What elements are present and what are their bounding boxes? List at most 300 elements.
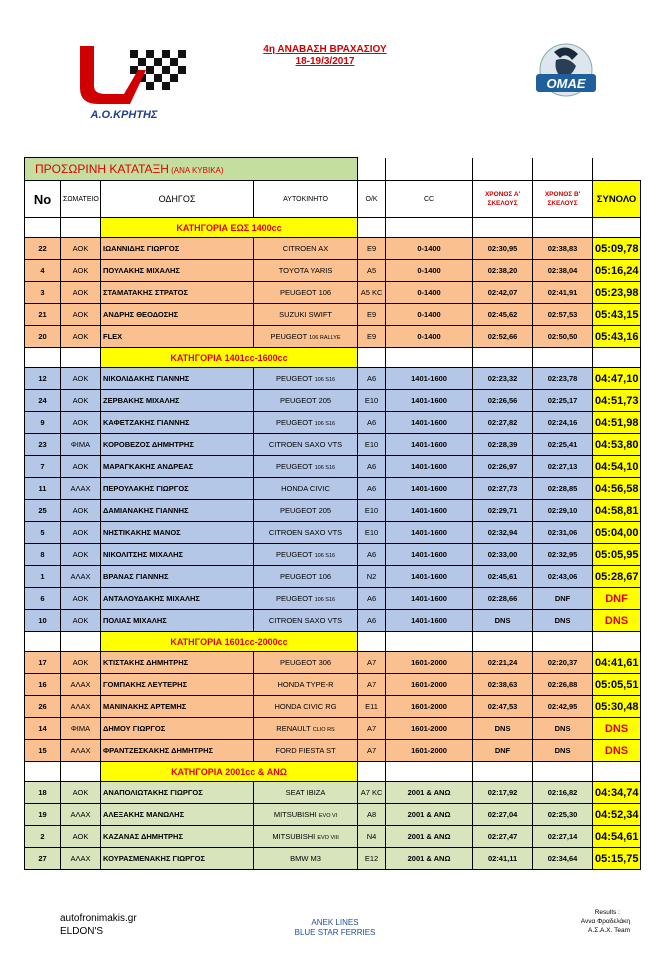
svg-text:ΟΜΑΕ: ΟΜΑΕ <box>546 76 586 91</box>
table-row <box>25 544 641 566</box>
cell-no: 6 <box>25 588 61 610</box>
car-variant: EVO VI <box>318 813 338 819</box>
cell-club: ΑΟΚ <box>61 260 101 282</box>
table-row <box>25 588 641 610</box>
cell-car: HONDA TYPE-R <box>254 674 358 696</box>
header-driver: ΟΔΗΓΟΣ <box>101 181 254 218</box>
cell-class: A6 <box>358 412 386 434</box>
car-variant: 106 S16 <box>314 597 336 603</box>
category-spacer <box>61 632 101 652</box>
cell-no: 14 <box>25 718 61 740</box>
cell-total: 05:05,51 <box>593 674 641 696</box>
car-model: MITSUBISHI <box>272 832 316 841</box>
category-spacer <box>386 218 473 238</box>
cell-time-b: DNS <box>533 718 593 740</box>
cell-cc: 2001 & ΑΝΩ <box>386 848 473 870</box>
cell-no: 15 <box>25 740 61 762</box>
header-cc: CC <box>386 181 473 218</box>
category-spacer <box>533 762 593 782</box>
cell-car: TOYOTA YARIS <box>254 260 358 282</box>
cell-driver: ΑΝΑΠΟΛΙΩΤΑΚΗΣ ΓΙΩΡΓΟΣ <box>101 782 254 804</box>
cell-total: DNS <box>593 610 641 632</box>
cell-total: 04:41,61 <box>593 652 641 674</box>
table-row <box>25 412 641 434</box>
cell-no: 7 <box>25 456 61 478</box>
cell-total: DNF <box>593 588 641 610</box>
cell-time-b: 02:26,88 <box>533 674 593 696</box>
cell-club: ΑΟΚ <box>61 826 101 848</box>
cell-time-b: DNF <box>533 588 593 610</box>
cell-car: PEUGEOT 106 <box>254 566 358 588</box>
table-row <box>25 478 641 500</box>
cell-driver: ΒΡΑΝΑΣ ΓΙΑΝΝΗΣ <box>101 566 254 588</box>
cell-cc: 0-1400 <box>386 282 473 304</box>
cell-cc: 0-1400 <box>386 304 473 326</box>
cell-time-b: 02:24,16 <box>533 412 593 434</box>
category-spacer <box>61 762 101 782</box>
table-row <box>25 282 641 304</box>
car-variant: 106 S16 <box>314 553 336 559</box>
footer-website: autofronimakis.gr <box>60 913 137 924</box>
cell-time-a: 02:45,62 <box>473 304 533 326</box>
cell-car <box>254 718 358 740</box>
cell-no: 12 <box>25 368 61 390</box>
cell-total: 05:04,00 <box>593 522 641 544</box>
cell-car: PEUGEOT 106 <box>254 282 358 304</box>
cell-class: E10 <box>358 434 386 456</box>
cell-cc: 1401-1600 <box>386 500 473 522</box>
cell-club: ΑΛΑΧ <box>61 848 101 870</box>
cell-cc: 1401-1600 <box>386 544 473 566</box>
cell-driver: ΠΕΡΟΥΛΑΚΗΣ ΓΙΩΡΓΟΣ <box>101 478 254 500</box>
cell-class: E11 <box>358 696 386 718</box>
cell-time-b: 02:50,50 <box>533 326 593 348</box>
cell-club: ΑΟΚ <box>61 304 101 326</box>
cell-class: E12 <box>358 848 386 870</box>
cell-class: E10 <box>358 522 386 544</box>
cell-club: ΑΟΚ <box>61 390 101 412</box>
cell-time-b: 02:32,95 <box>533 544 593 566</box>
cell-cc: 0-1400 <box>386 238 473 260</box>
cell-club: ΑΛΑΧ <box>61 566 101 588</box>
cell-club: ΑΟΚ <box>61 652 101 674</box>
cell-car: FORD FIESTA ST <box>254 740 358 762</box>
cell-time-b: 02:41,91 <box>533 282 593 304</box>
cell-driver: ΚΟΡΟΒΕΖΟΣ ΔΗΜΗΤΡΗΣ <box>101 434 254 456</box>
cell-driver: ΑΛΕΞΑΚΗΣ ΜΑΝΩΛΗΣ <box>101 804 254 826</box>
table-row <box>25 826 641 848</box>
table-row <box>25 238 641 260</box>
cell-time-a: 02:41,11 <box>473 848 533 870</box>
cell-class: A6 <box>358 478 386 500</box>
cell-driver: ΑΝΤΑΛΟΥΔΑΚΗΣ ΜΙΧΑΛΗΣ <box>101 588 254 610</box>
category-spacer <box>593 632 641 652</box>
cell-time-b: DNS <box>533 610 593 632</box>
cell-time-a: 02:27,82 <box>473 412 533 434</box>
cell-time-a: 02:52,66 <box>473 326 533 348</box>
cell-driver: ΔΗΜΟΥ ΓΙΩΡΓΟΣ <box>101 718 254 740</box>
cell-driver: ΑΝΔΡΗΣ ΘΕΟΔΟΣΗΣ <box>101 304 254 326</box>
category-spacer <box>593 762 641 782</box>
car-model: PEUGEOT <box>270 332 308 341</box>
footer-sponsor-eldons: ELDON'S <box>60 926 104 937</box>
table-row <box>25 368 641 390</box>
cell-club: ΑΟΚ <box>61 782 101 804</box>
cell-class: A6 <box>358 610 386 632</box>
category-label: ΚΑΤΗΓΟΡΙΑ 1601cc-2000cc <box>101 632 358 652</box>
car-variant: 106 S16 <box>314 377 336 383</box>
category-spacer <box>593 218 641 238</box>
category-spacer <box>473 632 533 652</box>
cell-no: 22 <box>25 238 61 260</box>
cell-time-b: 02:27,13 <box>533 456 593 478</box>
cell-cc: 1401-1600 <box>386 522 473 544</box>
cell-cc: 1401-1600 <box>386 456 473 478</box>
table-row <box>25 740 641 762</box>
category-spacer <box>593 348 641 368</box>
cell-time-a: 02:33,00 <box>473 544 533 566</box>
table-row <box>25 566 641 588</box>
table-row <box>25 652 641 674</box>
car-variant: EVO VIII <box>317 835 339 841</box>
club-logo-right <box>526 36 606 108</box>
cell-total: 04:53,80 <box>593 434 641 456</box>
category-label: ΚΑΤΗΓΟΡΙΑ 2001cc & ΑΝΩ <box>101 762 358 782</box>
cell-car: PEUGEOT 306 <box>254 652 358 674</box>
cell-car <box>254 456 358 478</box>
category-spacer <box>358 762 386 782</box>
cell-time-b: 02:20,37 <box>533 652 593 674</box>
table-row <box>25 782 641 804</box>
event-dates: 18-19/3/2017 <box>295 56 355 67</box>
table-row <box>25 522 641 544</box>
cell-car <box>254 368 358 390</box>
header-no: No <box>25 181 61 218</box>
cell-time-b: 02:25,30 <box>533 804 593 826</box>
cell-club: ΑΟΚ <box>61 238 101 260</box>
cell-car: SEAT IBIZA <box>254 782 358 804</box>
header-time-b: ΧΡΟΝΟΣ Β' ΣΚΕΛΟΥΣ <box>533 181 593 218</box>
cell-time-b: 02:43,06 <box>533 566 593 588</box>
cell-no: 4 <box>25 260 61 282</box>
cell-time-b: 02:28,85 <box>533 478 593 500</box>
category-spacer <box>358 218 386 238</box>
cell-cc: 1401-1600 <box>386 610 473 632</box>
cell-class: A8 <box>358 804 386 826</box>
header-time-a: ΧΡΟΝΟΣ Α' ΣΚΕΛΟΥΣ <box>473 181 533 218</box>
cell-total: 05:23,98 <box>593 282 641 304</box>
cell-no: 2 <box>25 826 61 848</box>
cell-club: ΑΛΑΧ <box>61 804 101 826</box>
header-total: ΣΥΝΟΛΟ <box>593 181 641 218</box>
cell-time-a: 02:45,61 <box>473 566 533 588</box>
cell-total: 04:34,74 <box>593 782 641 804</box>
category-row <box>25 218 641 238</box>
cell-car: CITROEN SAXO VTS <box>254 522 358 544</box>
cell-club: ΑΟΚ <box>61 610 101 632</box>
category-spacer <box>61 348 101 368</box>
cell-driver: ΚΑΖΑΝΑΣ ΔΗΜΗΤΡΗΣ <box>101 826 254 848</box>
cell-class: A6 <box>358 588 386 610</box>
cell-club: ΑΟΚ <box>61 368 101 390</box>
cell-no: 16 <box>25 674 61 696</box>
cell-cc: 2001 & ΑΝΩ <box>386 826 473 848</box>
cell-club: ΦΙΜΑ <box>61 718 101 740</box>
category-spacer <box>25 762 61 782</box>
cell-cc: 0-1400 <box>386 260 473 282</box>
cell-class: A7 <box>358 674 386 696</box>
cell-cc: 2001 & ΑΝΩ <box>386 804 473 826</box>
category-spacer <box>533 632 593 652</box>
cell-no: 19 <box>25 804 61 826</box>
cell-class: N4 <box>358 826 386 848</box>
cell-driver: ΠΟΛΙΑΣ ΜΙΧΑΛΗΣ <box>101 610 254 632</box>
cell-time-a: 02:26,56 <box>473 390 533 412</box>
car-variant: 106 S16 <box>314 465 336 471</box>
cell-driver: ΖΕΡΒΑΚΗΣ ΜΙΧΑΛΗΣ <box>101 390 254 412</box>
cell-club: ΑΟΚ <box>61 326 101 348</box>
cell-driver: ΚΟΥΡΑΣΜΕΝΑΚΗΣ ΓΙΩΡΓΟΣ <box>101 848 254 870</box>
cell-total: 04:54,10 <box>593 456 641 478</box>
cell-time-a: 02:17,92 <box>473 782 533 804</box>
cell-no: 17 <box>25 652 61 674</box>
car-model: MITSUBISHI <box>273 810 317 819</box>
cell-cc: 1601-2000 <box>386 696 473 718</box>
category-spacer <box>473 348 533 368</box>
cell-driver: ΜΑΡΑΓΚΑΚΗΣ ΑΝΔΡΕΑΣ <box>101 456 254 478</box>
cell-class: A5 KC <box>358 282 386 304</box>
cell-total: 04:58,81 <box>593 500 641 522</box>
category-label: ΚΑΤΗΓΟΡΙΑ 1401cc-1600cc <box>101 348 358 368</box>
cell-car: HONDA CIVIC <box>254 478 358 500</box>
cell-no: 5 <box>25 522 61 544</box>
cell-total: 05:28,67 <box>593 566 641 588</box>
cell-club: ΑΟΚ <box>61 500 101 522</box>
cell-time-a: 02:27,04 <box>473 804 533 826</box>
cell-car: SUZUKI SWIFT <box>254 304 358 326</box>
cell-cc: 0-1400 <box>386 326 473 348</box>
cell-class: A7 <box>358 718 386 740</box>
cell-class: A6 <box>358 544 386 566</box>
category-spacer <box>386 632 473 652</box>
cell-total: 05:43,15 <box>593 304 641 326</box>
car-model: PEUGEOT <box>275 462 313 471</box>
table-row <box>25 674 641 696</box>
car-model: PEUGEOT <box>275 550 313 559</box>
category-spacer <box>386 348 473 368</box>
cell-time-a: 02:27,73 <box>473 478 533 500</box>
cell-driver: ΚΤΙΣΤΑΚΗΣ ΔΗΜΗΤΡΗΣ <box>101 652 254 674</box>
cell-club: ΑΛΑΧ <box>61 674 101 696</box>
event-title <box>250 44 400 68</box>
cell-car: CITROEN SAXO VTS <box>254 610 358 632</box>
table-row <box>25 696 641 718</box>
svg-text:Α.Ο.ΚΡΗΤΗΣ: Α.Ο.ΚΡΗΤΗΣ <box>90 109 158 121</box>
cell-cc: 1401-1600 <box>386 412 473 434</box>
cell-total: 05:15,75 <box>593 848 641 870</box>
cell-class: A6 <box>358 456 386 478</box>
footer-results-team: Α.Σ.Α.Χ. Team <box>588 927 630 934</box>
cell-club: ΑΟΚ <box>61 588 101 610</box>
cell-car <box>254 588 358 610</box>
cell-no: 20 <box>25 326 61 348</box>
cell-time-a: DNS <box>473 718 533 740</box>
cell-club: ΑΟΚ <box>61 522 101 544</box>
cell-club: ΑΛΑΧ <box>61 740 101 762</box>
cell-class: A7 <box>358 740 386 762</box>
cell-cc: 1601-2000 <box>386 740 473 762</box>
cell-driver: ΔΑΜΙΑΝΑΚΗΣ ΓΙΑΝΝΗΣ <box>101 500 254 522</box>
category-spacer <box>533 348 593 368</box>
car-variant: 106 RALLYE <box>309 335 341 341</box>
cell-total: 04:54,61 <box>593 826 641 848</box>
cell-driver: ΜΑΝΙΝΑΚΗΣ ΑΡΤΕΜΗΣ <box>101 696 254 718</box>
cell-club: ΑΟΚ <box>61 544 101 566</box>
cell-class: E9 <box>358 238 386 260</box>
cell-time-a: 02:28,39 <box>473 434 533 456</box>
cell-car <box>254 326 358 348</box>
cell-total: 04:51,73 <box>593 390 641 412</box>
cell-club: ΑΟΚ <box>61 282 101 304</box>
cell-cc: 1601-2000 <box>386 674 473 696</box>
cell-club: ΑΛΑΧ <box>61 478 101 500</box>
footer-sponsor-bluestar: BLUE STAR FERRIES <box>294 928 376 937</box>
cell-cc: 1401-1600 <box>386 588 473 610</box>
cell-time-a: 02:28,66 <box>473 588 533 610</box>
cell-driver: ΚΑΦΕΤΖΑΚΗΣ ΓΙΑΝΝΗΣ <box>101 412 254 434</box>
table-row <box>25 804 641 826</box>
cell-total: 04:51,98 <box>593 412 641 434</box>
car-model: PEUGEOT <box>275 374 313 383</box>
header-car: ΑΥΤΟΚΙΝΗΤΟ <box>254 181 358 218</box>
table-row <box>25 500 641 522</box>
cell-time-b: 02:25,17 <box>533 390 593 412</box>
cell-no: 18 <box>25 782 61 804</box>
footer-sponsors-mid <box>280 918 390 938</box>
cell-total: DNS <box>593 740 641 762</box>
cell-class: A7 <box>358 652 386 674</box>
cell-time-b: 02:38,04 <box>533 260 593 282</box>
cell-time-a: 02:42,07 <box>473 282 533 304</box>
header-club: ΣΩΜΑΤΕΙΟ <box>61 181 101 218</box>
table-row <box>25 326 641 348</box>
cell-total: 04:52,34 <box>593 804 641 826</box>
category-spacer <box>386 762 473 782</box>
cell-club: ΦΙΜΑ <box>61 434 101 456</box>
results-table <box>24 157 641 870</box>
cell-time-b: 02:29,10 <box>533 500 593 522</box>
cell-cc: 1401-1600 <box>386 566 473 588</box>
cell-cc: 1401-1600 <box>386 368 473 390</box>
cell-total: 05:05,95 <box>593 544 641 566</box>
table-title: ΠΡΟΣΩΡΙΝΗ ΚΑΤΑΤΑΞΗ (ΑΝΑ ΚΥΒΙΚΑ) <box>25 158 358 181</box>
cell-time-a: DNS <box>473 610 533 632</box>
cell-cc: 1401-1600 <box>386 434 473 456</box>
cell-car <box>254 804 358 826</box>
cell-car: CITROEN AX <box>254 238 358 260</box>
car-model: PEUGEOT <box>275 594 313 603</box>
cell-cc: 1601-2000 <box>386 652 473 674</box>
cell-time-a: 02:47,53 <box>473 696 533 718</box>
cell-time-b: 02:23,78 <box>533 368 593 390</box>
cell-car: BMW M3 <box>254 848 358 870</box>
cell-no: 24 <box>25 390 61 412</box>
cell-no: 3 <box>25 282 61 304</box>
category-spacer <box>61 218 101 238</box>
cell-total: 05:30,48 <box>593 696 641 718</box>
cell-time-b: 02:34,64 <box>533 848 593 870</box>
cell-time-a: 02:26,97 <box>473 456 533 478</box>
cell-total: 04:47,10 <box>593 368 641 390</box>
category-label: ΚΑΤΗΓΟΡΙΑ ΕΩΣ 1400cc <box>101 218 358 238</box>
category-spacer <box>25 632 61 652</box>
category-spacer <box>25 348 61 368</box>
table-title-row <box>25 158 641 181</box>
cell-time-b: 02:16,82 <box>533 782 593 804</box>
footer-sponsor-anek: ANEK LINES <box>311 918 359 927</box>
cell-no: 25 <box>25 500 61 522</box>
cell-total: 04:56,58 <box>593 478 641 500</box>
table-row <box>25 390 641 412</box>
cell-no: 8 <box>25 544 61 566</box>
cell-car <box>254 544 358 566</box>
cell-time-a: 02:23,32 <box>473 368 533 390</box>
cell-time-a: DNF <box>473 740 533 762</box>
category-row <box>25 348 641 368</box>
table-header-row <box>25 181 641 218</box>
table-row <box>25 456 641 478</box>
cell-car: CITROEN SAXO VTS <box>254 434 358 456</box>
category-spacer <box>358 632 386 652</box>
cell-class: N2 <box>358 566 386 588</box>
cell-class: A6 <box>358 368 386 390</box>
category-spacer <box>358 348 386 368</box>
cell-time-a: 02:32,94 <box>473 522 533 544</box>
cell-time-a: 02:29,71 <box>473 500 533 522</box>
cell-total: 05:09,78 <box>593 238 641 260</box>
cell-no: 26 <box>25 696 61 718</box>
table-row <box>25 304 641 326</box>
cell-time-b: 02:57,53 <box>533 304 593 326</box>
cell-no: 23 <box>25 434 61 456</box>
cell-no: 27 <box>25 848 61 870</box>
cell-time-b: 02:38,83 <box>533 238 593 260</box>
cell-class: E10 <box>358 500 386 522</box>
car-variant: CLIO RS <box>312 727 335 733</box>
cell-driver: ΦΡΑΝΤΖΕΣΚΑΚΗΣ ΔΗΜΗΤΡΗΣ <box>101 740 254 762</box>
cell-class: E9 <box>358 326 386 348</box>
cell-class: A5 <box>358 260 386 282</box>
club-logo-left <box>72 40 192 122</box>
cell-time-b: 02:31,06 <box>533 522 593 544</box>
cell-cc: 1401-1600 <box>386 390 473 412</box>
cell-cc: 1401-1600 <box>386 478 473 500</box>
cell-car: HONDA CIVIC RG <box>254 696 358 718</box>
cell-car: PEUGEOT 205 <box>254 390 358 412</box>
cell-no: 1 <box>25 566 61 588</box>
cell-driver: ΝΙΚΟΛΙΔΑΚΗΣ ΓΙΑΝΝΗΣ <box>101 368 254 390</box>
cell-driver: ΓΟΜΠΑΚΗΣ ΛΕΥΤΕΡΗΣ <box>101 674 254 696</box>
cell-time-b: DNS <box>533 740 593 762</box>
cell-driver: ΙΩΑΝΝΙΔΗΣ ΓΙΩΡΓΟΣ <box>101 238 254 260</box>
category-spacer <box>473 762 533 782</box>
footer-results-credit <box>520 908 630 935</box>
cell-driver: FLEX <box>101 326 254 348</box>
header-class: Ο/Κ <box>358 181 386 218</box>
car-model: RENAULT <box>276 724 311 733</box>
cell-no: 21 <box>25 304 61 326</box>
cell-cc: 2001 & ΑΝΩ <box>386 782 473 804</box>
